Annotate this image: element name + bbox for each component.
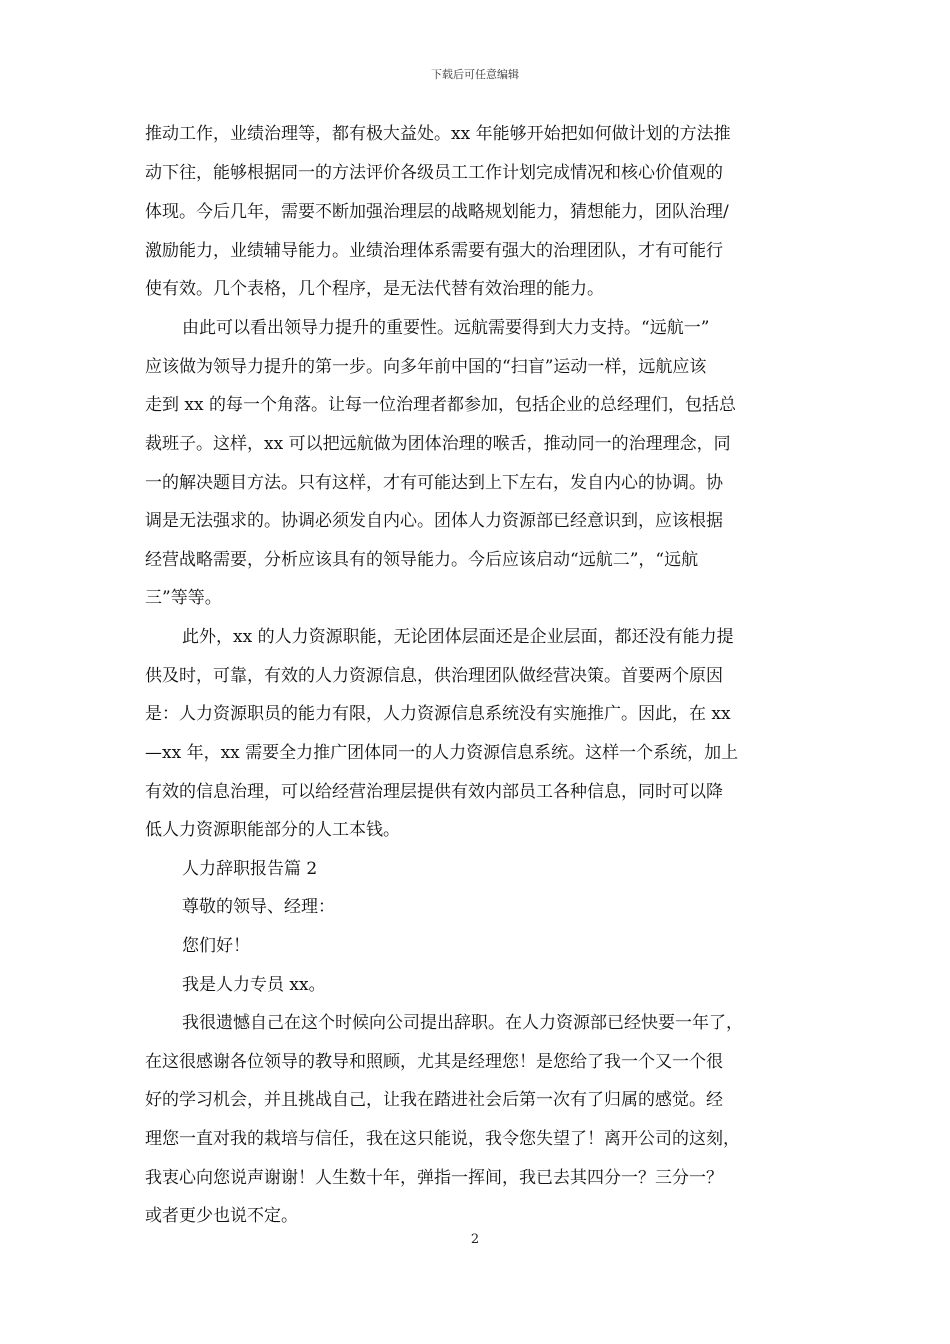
paragraph-line: 应该做为领导力提升的第一步。向多年前中国的“扫盲”运动一样，远航应该: [145, 357, 707, 377]
paragraph-line: 我衷心向您说声谢谢！人生数十年，弹指一挥间，我已去其四分一？三分一？: [145, 1168, 723, 1188]
paragraph-line: 三”等等。: [145, 588, 222, 608]
salutation: 尊敬的领导、经理：: [182, 897, 335, 917]
paragraph-line: 好的学习机会，并且挑战自己，让我在踏进社会后第一次有了归属的感觉。经: [145, 1090, 723, 1110]
paragraph-line: 一的解决题目方法。只有这样，才有可能达到上下左右，发自内心的协调。协: [145, 473, 723, 493]
paragraph-line: 动下往，能够根据同一的方法评价各级员工工作计划完成情况和核心价值观的: [145, 163, 723, 183]
section-heading: 人力辞职报告篇 2: [182, 859, 318, 879]
paragraph-line: 低人力资源职能部分的人工本钱。: [145, 820, 400, 840]
paragraph-line: 此外，xx 的人力资源职能，无论团体层面还是企业层面，都还没有能力提: [182, 627, 734, 647]
paragraph-line: 使有效。几个表格，几个程序，是无法代替有效治理的能力。: [145, 279, 604, 299]
page-header: 下载后可任意编辑: [431, 68, 519, 81]
paragraph-line: 或者更少也说不定。: [145, 1206, 298, 1226]
paragraph-line: 调是无法强求的。协调必须发自内心。团体人力资源部已经意识到，应该根据: [145, 511, 723, 531]
paragraph-line: 推动工作，业绩治理等，都有极大益处。xx 年能够开始把如何做计划的方法推: [145, 124, 731, 144]
paragraph-line: 我很遗憾自己在这个时候向公司提出辞职。在人力资源部已经快要一年了，: [182, 1013, 743, 1033]
paragraph-line: 在这很感谢各位领导的教导和照顾，尤其是经理您！是您给了我一个又一个很: [145, 1052, 723, 1072]
paragraph-line: 经营战略需要，分析应该具有的领导能力。今后应该启动“远航二”，“远航: [145, 550, 699, 570]
paragraph-line: 供及时，可靠，有效的人力资源信息，供治理团队做经营决策。首要两个原因: [145, 666, 723, 686]
page-number: 2: [470, 1232, 480, 1247]
paragraph-line: 有效的信息治理，可以给经营治理层提供有效内部员工各种信息，同时可以降: [145, 782, 723, 802]
paragraph-line: 是：人力资源职员的能力有限，人力资源信息系统没有实施推广。因此，在 xx: [145, 704, 731, 724]
paragraph-line: 裁班子。这样，xx 可以把远航做为团体治理的喉舌，推动同一的治理理念，同: [145, 434, 731, 454]
paragraph-line: 走到 xx 的每一个角落。让每一位治理者都参加，包括企业的总经理们，包括总: [145, 395, 736, 415]
paragraph-line: 由此可以看出领导力提升的重要性。远航需要得到大力支持。“远航一”: [182, 318, 710, 338]
paragraph-line: 理您一直对我的栽培与信任，我在这只能说，我令您失望了！离开公司的这刻，: [145, 1129, 740, 1149]
paragraph-line: 激励能力，业绩辅导能力。业绩治理体系需要有强大的治理团队，才有可能行: [145, 241, 723, 261]
greeting: 您们好！: [182, 936, 250, 956]
self-introduction: 我是人力专员 xx。: [182, 975, 326, 995]
paragraph-line: —xx 年，xx 需要全力推广团体同一的人力资源信息系统。这样一个系统，加上: [145, 743, 739, 763]
paragraph-line: 体现。今后几年，需要不断加强治理层的战略规划能力，猜想能力，团队治理/: [145, 202, 729, 222]
